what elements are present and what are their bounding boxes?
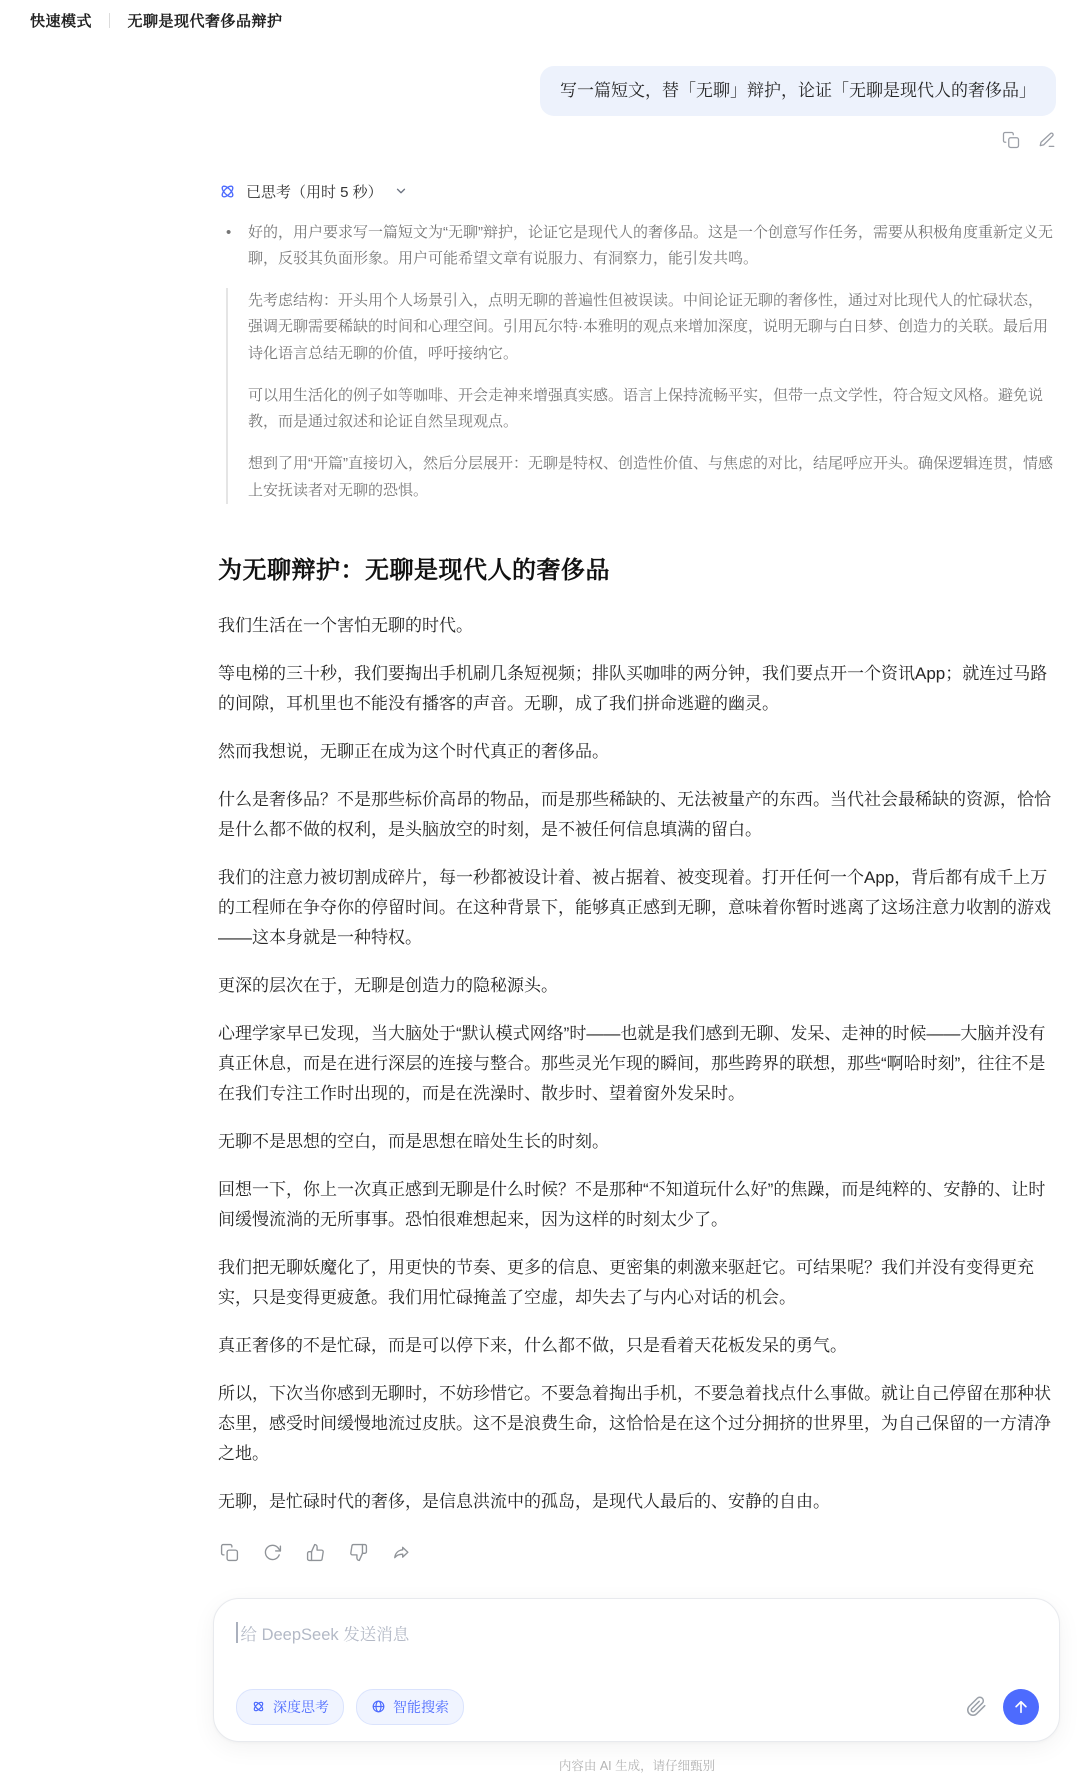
thinking-toggle[interactable]: [218, 181, 408, 202]
thumbs-down-icon[interactable]: [349, 1543, 368, 1562]
thinking-paragraph: 想到了用“开篇”直接切入，然后分层展开：无聊是特权、创造性价值、与焦虑的对比，结尾呼应开头。确保逻辑连贯，情感上安抚读者对无聊的恐惧。: [248, 455, 1053, 499]
user-message-bubble: 写一篇短文，替「无聊」辩护，论证「无聊是现代人的奢侈品」: [540, 66, 1056, 116]
deep-think-button[interactable]: [236, 1689, 344, 1725]
composer-toolbar: [236, 1689, 1039, 1725]
user-message-row: [218, 66, 1056, 116]
response-paragraph: 然而我想说，无聊正在成为这个时代真正的奢侈品。: [218, 741, 609, 761]
composer-placeholder: 给 DeepSeek 发送消息: [240, 1625, 410, 1644]
thumbs-up-icon[interactable]: [306, 1543, 325, 1562]
thinking-paragraph: 先考虑结构：开头用个人场景引入，点明无聊的普遍性但被误读。中间论证无聊的奢侈性，通过对比现代人的忙碌状态，强调无聊需要稀缺的时间和心理空间。引用瓦尔特·本雅明的观点来增加深度，说明无聊与白日梦、创造力的关联。最后用诗化语言总结无聊的价值，呼吁接纳它。: [248, 292, 1049, 362]
deepthink-atom-icon: [218, 182, 237, 201]
response-paragraph: 回想一下，你上一次真正感到无聊是什么时候？不是那种“不知道玩什么好”的焦躁，而是纯粹的、安静的、让时间缓慢流淌的无所事事。恐怕很难想起来，因为这样的时刻太少了。: [218, 1179, 1046, 1229]
response-paragraph: 我们生活在一个害怕无聊的时代。: [218, 615, 473, 635]
globe-icon: [371, 1699, 386, 1714]
chat-column: [218, 66, 1056, 1774]
response-paragraph: 所以，下次当你感到无聊时，不妨珍惜它。不要急着掏出手机，不要急着找点什么事做。就让自己停留在那种状态里，感受时间缓慢地流过皮肤。这不是浪费生命，这恰恰是在这个过分拥挤的世界里，为自己保留的一方清净之地。: [218, 1383, 1051, 1463]
response-paragraph: 更深的层次在于，无聊是创造力的隐秘源头。: [218, 975, 558, 995]
response-paragraph: 无聊不是思想的空白，而是思想在暗处生长的时刻。: [218, 1131, 609, 1151]
user-message-actions: [218, 131, 1056, 149]
response-actions: [220, 1543, 1056, 1562]
text-cursor: [236, 1622, 238, 1643]
copy-icon[interactable]: [1002, 131, 1020, 149]
response-paragraph: 心理学家早已发现，当大脑处于“默认模式网络”时——也就是我们感到无聊、发呆、走神的时候——大脑并没有真正休息，而是在进行深层的连接与整合。那些灵光乍现的瞬间，那些跨界的联想，那些“啊哈时刻”，往往不是在我们专注工作时出现的，而是在洗澡时、散步时、望着窗外发呆时。: [218, 1023, 1046, 1103]
response-paragraph: 什么是奢侈品？不是那些标价高昂的物品，而是那些稀缺的、无法被量产的东西。当代社会最稀缺的资源，恰恰是什么都不做的权利，是头脑放空的时刻，是不被任何信息填满的留白。: [218, 789, 1051, 839]
response-paragraph: 无聊，是忙碌时代的奢侈，是信息洪流中的孤岛，是现代人最后的、安静的自由。: [218, 1491, 830, 1511]
assistant-response: [218, 550, 1056, 1517]
response-paragraph: 我们把无聊妖魔化了，用更快的节奏、更多的信息、更密集的刺激来驱赶它。可结果呢？我们并没有变得更充实，只是变得更疲惫。我们用忙碌掩盖了空虚，却失去了与内心对话的机会。: [218, 1257, 1034, 1307]
response-title: 为无聊辩护：无聊是现代人的奢侈品: [218, 556, 610, 584]
web-search-button[interactable]: [356, 1689, 464, 1725]
web-search-label: 智能搜索: [393, 1698, 449, 1715]
thinking-content: [218, 220, 1056, 504]
composer-input[interactable]: [236, 1621, 1039, 1645]
response-paragraph: 等电梯的三十秒，我们要掏出手机刷几条短视频；排队买咖啡的两分钟，我们要点开一个资讯App；就连过马路的间隙，耳机里也不能没有播客的声音。无聊，成了我们拼命逃避的幽灵。: [218, 663, 1048, 713]
thinking-duration-label: 已思考（用时 5 秒）: [246, 183, 383, 201]
mode-label: 快速模式: [30, 13, 93, 30]
ai-disclaimer: 内容由 AI 生成，请仔细甄别: [558, 1758, 716, 1773]
conversation-title: 无聊是现代奢侈品辩护: [127, 13, 283, 30]
thinking-quote-block: [226, 288, 1056, 504]
deepthink-atom-icon: [251, 1699, 266, 1714]
chevron-down-icon: [394, 184, 408, 198]
message-composer[interactable]: [213, 1598, 1060, 1742]
regenerate-icon[interactable]: [263, 1543, 282, 1562]
copy-icon[interactable]: [220, 1543, 239, 1562]
response-paragraph: 我们的注意力被切割成碎片，每一秒都被设计着、被占据着、被变现着。打开任何一个App，背后都有成千上万的工程师在争夺你的停留时间。在这种背景下，能够真正感到无聊，意味着你暂时逃离了这场注意力收割的游戏——这本身就是一种特权。: [218, 867, 1051, 947]
share-icon[interactable]: [392, 1543, 411, 1562]
thinking-paragraph: 可以用生活化的例子如等咖啡、开会走神来增强真实感。语言上保持流畅平实，但带一点文学性，符合短文风格。避免说教，而是通过叙述和论证自然呈现观点。: [248, 386, 1044, 430]
title-divider: ｜: [102, 13, 118, 30]
paperclip-icon[interactable]: [966, 1696, 987, 1717]
response-paragraph: 真正奢侈的不是忙碌，而是可以停下来，什么都不做，只是看着天花板发呆的勇气。: [218, 1335, 847, 1355]
edit-icon[interactable]: [1038, 131, 1056, 149]
send-button[interactable]: [1003, 1689, 1039, 1725]
thinking-paragraph: • 好的，用户要求写一篇短文为“无聊”辩护，论证它是现代人的奢侈品。这是一个创意写作任务，需要从积极角度重新定义无聊，反驳其负面形象。用户可能希望文章有说服力、有洞察力，能引发共鸣。: [218, 220, 1056, 273]
window-title-bar: [30, 10, 283, 31]
arrow-up-icon: [1012, 1698, 1030, 1716]
deep-think-label: 深度思考: [273, 1698, 329, 1715]
